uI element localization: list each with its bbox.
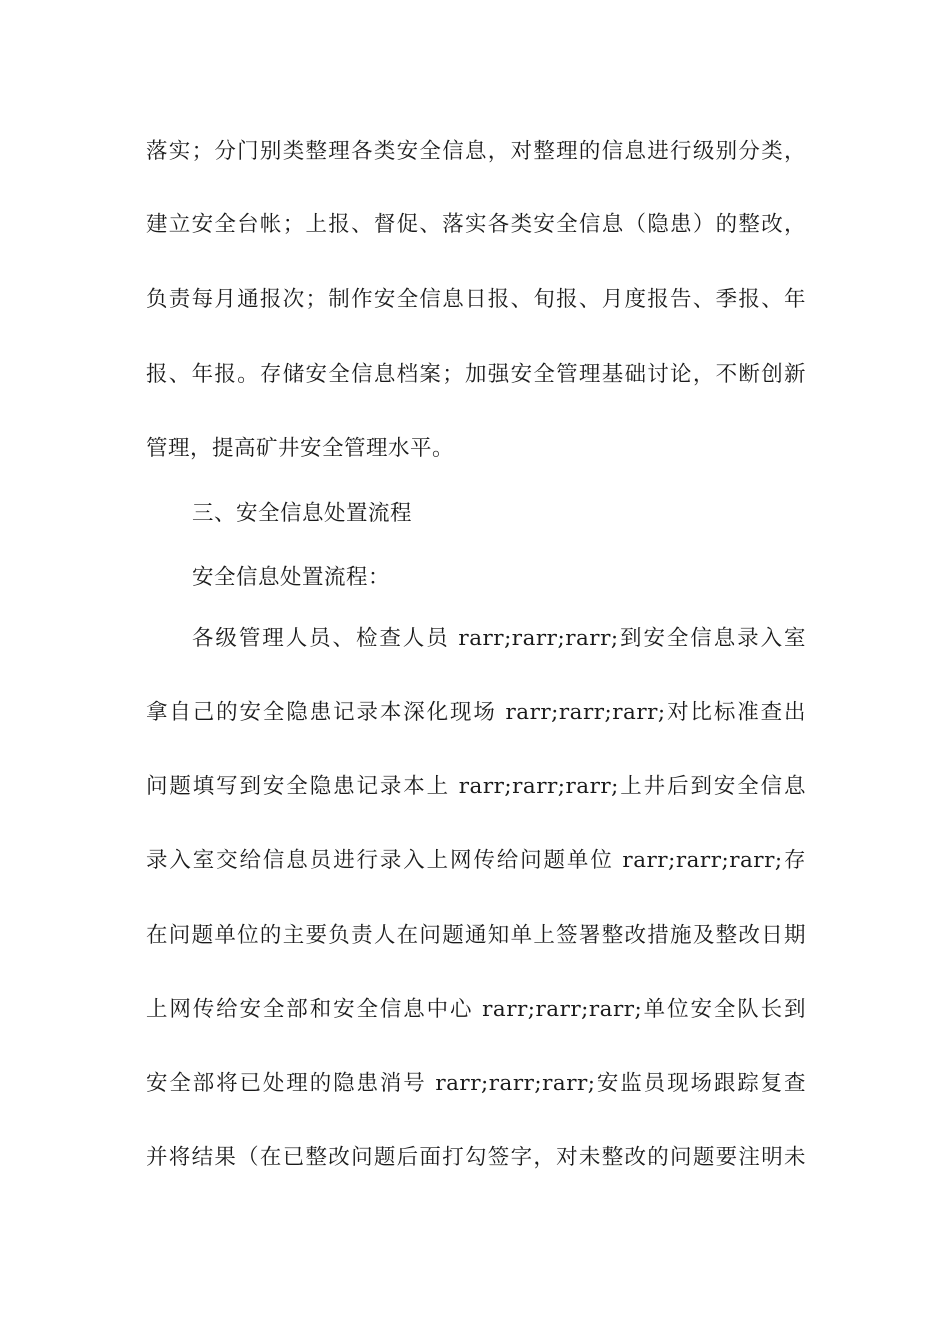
paragraph-line: 并将结果（在已整改问题后面打勾签字，对未整改的问题要注明未	[146, 1145, 806, 1170]
paragraph-line: 报、年报。存储安全信息档案；加强安全管理基础讨论，不断创新	[146, 362, 806, 387]
section-heading: 三、安全信息处置流程	[192, 501, 413, 526]
paragraph-line: 落实；分门别类整理各类安全信息，对整理的信息进行级别分类，	[146, 139, 806, 164]
paragraph-line: 负责每月通报次；制作安全信息日报、旬报、月度报告、季报、年	[146, 287, 806, 312]
section-subheading: 安全信息处置流程：	[192, 565, 391, 590]
paragraph-line: 上网传给安全部和安全信息中心 rarr;rarr;rarr;单位安全队长到	[146, 997, 806, 1022]
paragraph-line: 各级管理人员、检查人员 rarr;rarr;rarr;到安全信息录入室	[192, 626, 806, 651]
paragraph-line: 问题填写到安全隐患记录本上 rarr;rarr;rarr;上井后到安全信息	[146, 774, 806, 799]
paragraph-line: 在问题单位的主要负责人在问题通知单上签署整改措施及整改日期	[146, 923, 806, 948]
paragraph-line: 拿自己的安全隐患记录本深化现场 rarr;rarr;rarr;对比标准查出	[146, 700, 806, 725]
paragraph-line: 建立安全台帐；上报、督促、落实各类安全信息（隐患）的整改，	[146, 212, 806, 237]
paragraph-line: 安全部将已处理的隐患消号 rarr;rarr;rarr;安监员现场跟踪复查	[146, 1071, 806, 1096]
paragraph-line: 录入室交给信息员进行录入上网传给问题单位 rarr;rarr;rarr;存	[146, 848, 806, 873]
paragraph-line: 管理，提高矿井安全管理水平。	[146, 436, 455, 461]
